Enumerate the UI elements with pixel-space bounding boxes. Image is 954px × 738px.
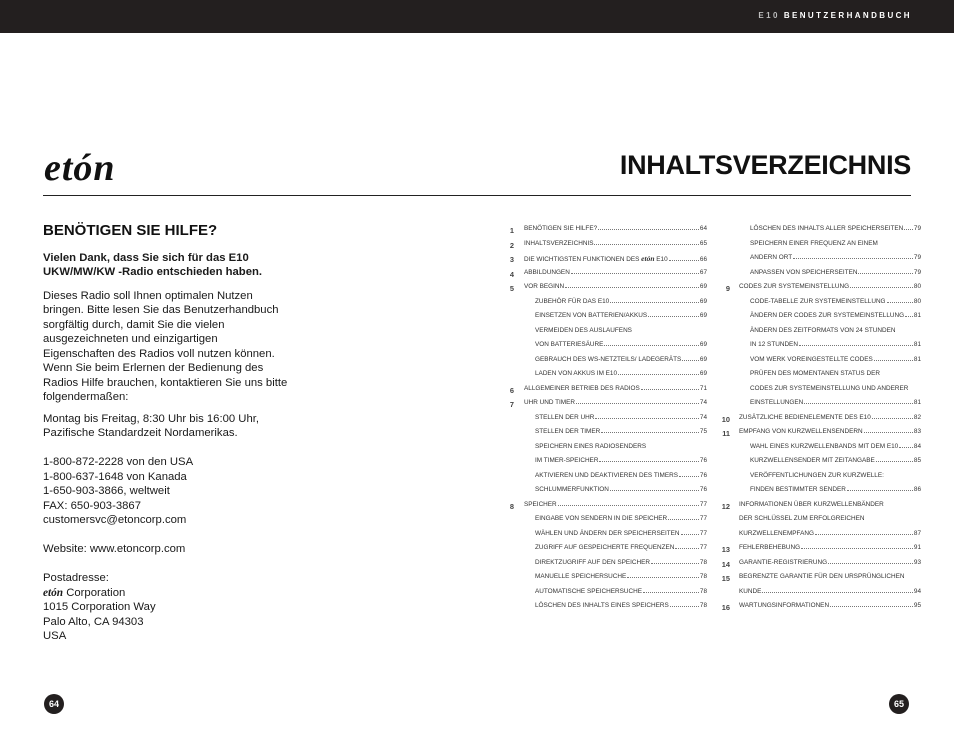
toc-page-number: 80: [913, 297, 921, 305]
toc-page-number: 85: [913, 457, 921, 464]
header-model: E10: [758, 11, 780, 20]
toc-row: [500, 298, 707, 313]
toc-chapter-number: 2: [509, 240, 514, 250]
toc-page-number: 79: [913, 268, 921, 276]
toc-leader-dots: [595, 418, 699, 419]
toc-entry-label: FINDEN BESTIMMTER SENDER: [750, 486, 846, 493]
toc-row: [500, 370, 707, 385]
address-street: 1015 Corporation Way: [43, 601, 156, 613]
toc-entry-label: ABBILDUNGEN: [524, 268, 570, 276]
toc-leader-dots: [604, 345, 698, 346]
toc-leader-dots: [864, 432, 913, 433]
page-number-right: 65: [889, 694, 909, 714]
toc-row: [500, 501, 707, 516]
toc-leader-dots: [576, 403, 699, 404]
toc-entry-label: EMPFANG VON KURZWELLENSENDERN: [739, 428, 863, 435]
toc-row: [716, 457, 921, 472]
toc-entry-label: DIE WICHTIGSTEN FUNKTIONEN DES etón E10: [524, 254, 668, 263]
toc-entry-label: BEGRENZTE GARANTIE FÜR DEN URSPRÜNGLICHEN: [739, 573, 905, 580]
toc-row: [500, 283, 707, 298]
toc-entry[interactable]: [750, 269, 921, 276]
toc-entry[interactable]: [535, 356, 707, 363]
help-intro: Dieses Radio soll Ihnen optimalen Nutzen bringen. Bitte lesen Sie das Benutzerhandbuch sorgfältig durch, damit Sie die vielen ausgezeichneten und einzigartigen Eigenschaften des Radios voll nutzen können. Wenn Sie beim Erlernen der Bedienung des Radios Hilfe brauchen, kontaktieren Sie uns bitte folgendermaßen:: [43, 289, 288, 403]
help-heading: BENÖTIGEN SIE HILFE?: [43, 222, 218, 239]
toc-entry-label: VERMEIDEN DES AUSLAUFENS: [535, 326, 632, 334]
toc-page-number: 76: [699, 486, 707, 493]
help-section: [43, 224, 288, 644]
toc-chapter-number: 5: [509, 284, 514, 293]
toc-entry[interactable]: [750, 327, 921, 334]
toc-page-number: 77: [699, 515, 707, 522]
toc-leader-dots: [627, 577, 699, 578]
toc-entry[interactable]: [524, 240, 707, 247]
toc-leader-dots: [610, 490, 699, 491]
toc-entry-label: WÄHLEN UND ÄNDERN DER SPEICHERSEITEN: [535, 529, 680, 537]
toc-entry-label: ZUSÄTZLICHE BEDIENELEMENTE DES E10: [739, 413, 871, 421]
toc-chapter-number: 15: [721, 574, 730, 583]
toc-entry-label: ZUGRIFF AUF GESPEICHERTE FREQUENZEN: [535, 544, 675, 551]
toc-entry-label: GARANTIE-REGISTRIERUNG: [739, 558, 828, 566]
toc-entry[interactable]: [535, 312, 707, 319]
toc-entry[interactable]: [535, 486, 707, 493]
toc-entry[interactable]: [750, 457, 921, 464]
toc-entry[interactable]: [750, 240, 921, 247]
toc-row: [500, 385, 707, 400]
toc-leader-dots: [668, 519, 699, 520]
toc-row: [500, 457, 707, 472]
toc-entry[interactable]: [535, 414, 707, 421]
toc-row: [716, 472, 921, 487]
toc-chapter-number: 8: [509, 501, 514, 511]
toc-row: [716, 254, 921, 269]
toc-entry-label: EINGABE VON SENDERN IN DIE SPEICHER: [535, 515, 668, 522]
toc-leader-dots: [594, 244, 698, 245]
toc-row: [716, 341, 921, 356]
running-header: [758, 11, 912, 20]
address-country: USA: [43, 630, 67, 642]
toc-row: [716, 530, 921, 545]
toc-entry[interactable]: [750, 472, 921, 479]
toc-entry[interactable]: [750, 486, 921, 493]
toc-entry-label: CODES ZUR SYSTEMEINSTELLUNG: [739, 283, 850, 290]
toc-page-number: 77: [699, 529, 707, 537]
toc-chapter-number: 7: [509, 400, 514, 409]
toc-entry-label: IN 12 STUNDEN: [750, 341, 798, 348]
title-divider: [43, 195, 911, 196]
toc-entry[interactable]: [524, 385, 707, 392]
toc-leader-dots: [799, 345, 913, 346]
toc-leader-dots: [905, 316, 913, 317]
toc-page-number: 94: [913, 587, 921, 595]
toc-row: [716, 269, 921, 284]
toc-entry-label: DIREKTZUGRIFF AUF DEN SPEICHER: [535, 558, 651, 566]
website: Website: www.etoncorp.com: [43, 543, 186, 555]
toc-chapter-number: 13: [721, 545, 730, 554]
toc-page-number: 81: [913, 399, 921, 406]
toc-chapter-number: 4: [509, 269, 514, 279]
toc-entry[interactable]: [739, 544, 921, 551]
toc-leader-dots: [641, 389, 699, 390]
toc-entry-label: DER SCHLÜSSEL ZUM ERFOLGREICHEN: [739, 515, 865, 522]
toc-leader-dots: [872, 418, 913, 419]
toc-entry[interactable]: [739, 573, 921, 580]
toc-entry-label: UHR UND TIMER: [524, 399, 576, 406]
toc-column-right: [716, 225, 921, 617]
toc-entry-label: MANUELLE SPEICHERSUCHE: [535, 573, 627, 580]
toc-entry-label: SPEICHERN EINES RADIOSENDERS: [535, 442, 647, 450]
toc-leader-dots: [670, 606, 699, 607]
toc-entry[interactable]: [535, 544, 707, 551]
toc-row: [716, 312, 921, 327]
toc-entry-label: AUTOMATISCHE SPEICHERSUCHE: [535, 587, 642, 595]
fax-number: FAX: 650-903-3867: [43, 499, 141, 512]
address-city: Palo Alto, CA 94303: [43, 615, 144, 628]
toc-row: [500, 240, 707, 255]
toc-row: [716, 399, 921, 414]
toc-row: [716, 370, 921, 385]
toc-entry-label: GEBRAUCH DES WS-NETZTEILS/ LADEGERÄTS: [535, 355, 682, 363]
toc-row: [500, 515, 707, 530]
toc-page-number: 81: [913, 355, 921, 363]
toc-page-number: 86: [913, 486, 921, 493]
toc-page-number: 64: [699, 225, 707, 232]
toc-chapter-number: 16: [721, 603, 730, 612]
page-title: INHALTSVERZEICHNIS: [619, 150, 911, 180]
toc-entry-label: EINSTELLUNGEN: [750, 399, 804, 406]
toc-row: [500, 269, 707, 284]
toc-leader-dots: [762, 592, 913, 593]
toc-row: [500, 225, 707, 240]
toc-leader-dots: [682, 360, 699, 361]
toc-entry-label: STELLEN DER TIMER: [535, 428, 601, 435]
toc-page-number: 95: [913, 602, 921, 609]
toc-entry-label: PRÜFEN DES MOMENTANEN STATUS DER: [750, 370, 880, 377]
toc-entry[interactable]: [739, 530, 921, 537]
toc-entry[interactable]: [739, 414, 921, 421]
toc-page-number: 76: [699, 457, 707, 464]
toc-entry-label: SCHLUMMERFUNKTION: [535, 486, 609, 493]
help-lead: Vielen Dank, dass Sie sich für das E10 UKW/MW/KW -Radio entschieden haben.: [43, 251, 263, 278]
toc-row: [500, 559, 707, 574]
toc-row: [716, 602, 921, 617]
toc-page-number: 87: [913, 529, 921, 537]
toc-page-number: 80: [913, 283, 921, 290]
toc-row: [716, 240, 921, 255]
toc-leader-dots: [598, 229, 699, 230]
toc-row: [716, 385, 921, 400]
toc-entry-label: LÖSCHEN DES INHALTS EINES SPEICHERS: [535, 602, 669, 609]
toc-leader-dots: [858, 273, 912, 274]
toc-entry[interactable]: [739, 283, 921, 290]
toc-row: [716, 544, 921, 559]
top-bar: [0, 0, 954, 33]
toc-leader-dots: [804, 403, 913, 404]
toc-row: [716, 225, 921, 240]
toc-page-number: 83: [913, 428, 921, 435]
toc-row: [500, 428, 707, 443]
toc-row: [716, 588, 921, 603]
toc-entry[interactable]: [524, 254, 707, 263]
toc-leader-dots: [793, 258, 913, 259]
eton-logo: etón: [44, 147, 116, 189]
phone-usa: 1-800-872-2228 von den USA: [43, 456, 194, 468]
email-address: customersvc@etoncorp.com: [43, 514, 187, 526]
toc-entry[interactable]: [535, 428, 707, 435]
toc-leader-dots: [651, 563, 699, 564]
toc-row: [500, 414, 707, 429]
page-number-left: 64: [44, 694, 64, 714]
toc-leader-dots: [830, 606, 913, 607]
toc-entry[interactable]: [535, 588, 707, 595]
toc-entry[interactable]: [739, 428, 921, 435]
toc-entry[interactable]: [524, 283, 707, 290]
toc-entry[interactable]: [524, 501, 707, 508]
toc-entry[interactable]: [535, 341, 707, 348]
toc-entry[interactable]: [750, 225, 921, 232]
toc-row: [500, 486, 707, 501]
toc-chapter-number: 12: [721, 501, 730, 511]
phone-canada: 1-800-637-1648 von Kanada: [43, 470, 187, 483]
toc-row: [716, 428, 921, 443]
toc-entry-label: KURZWELLENSENDER MIT ZEITANGABE: [750, 457, 875, 464]
toc-page-number: 78: [699, 558, 707, 566]
toc-entry[interactable]: [750, 385, 921, 392]
toc-entry-label: LADEN VON AKKUS IM E10: [535, 370, 618, 377]
toc-chapter-number: 9: [725, 284, 730, 293]
toc-page-number: 66: [699, 256, 707, 263]
toc-entry[interactable]: [750, 312, 921, 319]
toc-page-number: 78: [699, 573, 707, 580]
toc-entry-label: VOR BEGINN: [524, 283, 565, 290]
toc-leader-dots: [899, 447, 913, 448]
toc-leader-dots: [601, 432, 699, 433]
toc-page-number: 69: [699, 355, 707, 363]
toc-entry-label: CODES ZUR SYSTEMEINSTELLUNG UND ANDERER: [750, 384, 909, 392]
toc-row: [716, 573, 921, 588]
toc-leader-dots: [850, 287, 913, 288]
toc-entry-label: LÖSCHEN DES INHALTS ALLER SPEICHERSEITEN: [750, 225, 904, 232]
toc-entry[interactable]: [750, 356, 921, 363]
toc-page-number: 81: [913, 341, 921, 348]
toc-entry-label: CODE-TABELLE ZUR SYSTEMEINSTELLUNG: [750, 297, 886, 305]
toc-entry[interactable]: [535, 457, 707, 464]
toc-entry[interactable]: [535, 298, 707, 305]
toc-entry-label: ZUBEHÖR FÜR DAS E10: [535, 297, 610, 305]
toc-entry-label: ÄNDERN DER CODES ZUR SYSTEMEINSTELLUNG: [750, 312, 905, 319]
toc-leader-dots: [558, 505, 699, 506]
toc-leader-dots: [874, 360, 913, 361]
address-brand: etón: [43, 586, 64, 599]
toc-entry[interactable]: [750, 399, 921, 406]
toc-page-number: 71: [699, 384, 707, 392]
toc-page-number: 69: [699, 341, 707, 348]
toc-leader-dots: [565, 287, 699, 288]
toc-row: [500, 356, 707, 371]
toc-entry-label: SPEICHER: [524, 500, 557, 508]
toc-chapter-number: 1: [509, 226, 514, 235]
toc-row: [716, 443, 921, 458]
toc-entry-label: SPEICHERN EINER FREQUENZ AN EINEM: [750, 239, 878, 247]
toc-entry[interactable]: [739, 588, 921, 595]
toc-entry-label: VON BATTERIESÄURE: [535, 341, 604, 348]
toc-row: [500, 472, 707, 487]
address-company-line: [43, 586, 288, 601]
toc-entry-label: FEHLERBEHEBUNG: [739, 544, 801, 551]
toc-page-number: 79: [913, 254, 921, 261]
toc-row: [500, 588, 707, 603]
toc-page-number: 75: [699, 428, 707, 435]
toc-leader-dots: [648, 316, 699, 317]
toc-entry[interactable]: [535, 515, 707, 522]
toc-entry-label: ANDERN ORT: [750, 254, 793, 261]
toc-leader-dots: [815, 534, 913, 535]
toc-page-number: 84: [913, 442, 921, 450]
toc-entry-label: ALLGEMEINER BETRIEB DES RADIOS: [524, 384, 640, 392]
toc-leader-dots: [669, 260, 699, 261]
toc-page-number: 78: [699, 602, 707, 609]
toc-row: [500, 254, 707, 269]
toc-page-number: 77: [699, 544, 707, 551]
toc-entry[interactable]: [535, 530, 707, 537]
help-hours: Montag bis Freitag, 8:30 Uhr bis 16:00 Uhr, Pazifische Standardzeit Nordamerikas.: [43, 412, 260, 439]
toc-column-left: [500, 225, 707, 617]
toc-entry[interactable]: [739, 559, 921, 566]
toc-page-number: 67: [699, 268, 707, 276]
toc-leader-dots: [801, 548, 913, 549]
toc-leader-dots: [643, 592, 699, 593]
toc-entry[interactable]: [739, 602, 921, 609]
toc-page-number: 69: [699, 297, 707, 305]
toc-page-number: 65: [699, 239, 707, 247]
toc-row: [716, 298, 921, 313]
toc-row: [500, 602, 707, 617]
toc-row: [500, 544, 707, 559]
toc-page-number: 77: [699, 500, 707, 508]
toc-entry[interactable]: [535, 443, 707, 450]
toc-leader-dots: [847, 490, 913, 491]
toc-leader-dots: [618, 374, 699, 375]
toc-page-number: 69: [699, 370, 707, 377]
toc-leader-dots: [876, 461, 913, 462]
toc-row: [500, 327, 707, 342]
toc-row: [716, 559, 921, 574]
toc-leader-dots: [571, 273, 699, 274]
toc-leader-dots: [828, 563, 913, 564]
toc-entry[interactable]: [750, 298, 921, 305]
toc-entry[interactable]: [750, 341, 921, 348]
toc-entry-label: WAHL EINES KURZWELLENBANDS MIT DEM E10: [750, 442, 899, 450]
toc-row: [716, 515, 921, 530]
toc-page-number: 74: [699, 399, 707, 406]
toc-row: [716, 356, 921, 371]
toc-entry-label: WARTUNGSINFORMATIONEN: [739, 602, 830, 609]
toc-entry-label: KURZWELLENEMPFANG: [739, 529, 814, 537]
toc-chapter-number: 6: [509, 385, 514, 395]
toc-row: [716, 283, 921, 298]
toc-entry[interactable]: [524, 399, 707, 406]
toc-page-number: 82: [913, 413, 921, 421]
toc-entry[interactable]: [524, 225, 707, 232]
toc-chapter-number: 3: [509, 255, 514, 264]
toc-entry-label: EINSETZEN VON BATTERIEN/AKKUS: [535, 312, 648, 319]
toc-entry[interactable]: [739, 515, 921, 522]
toc-entry-label: ÄNDERN DES ZEITFORMATS VON 24 STUNDEN: [750, 326, 896, 334]
toc-row: [716, 414, 921, 429]
toc-row: [716, 486, 921, 501]
toc-entry[interactable]: [739, 501, 921, 508]
toc-entry-label: VERÖFFENTLICHUNGEN ZUR KURZWELLE:: [750, 471, 884, 479]
toc-entry-label: INHALTSVERZEICHNIS: [524, 239, 594, 247]
toc-row: [500, 443, 707, 458]
toc-entry-label: ANPASSEN VON SPEICHERSEITEN: [750, 268, 858, 276]
toc-row: [500, 399, 707, 414]
toc-leader-dots: [675, 548, 698, 549]
toc-leader-dots: [887, 302, 913, 303]
toc-page-number: 91: [913, 544, 921, 551]
header-title: BENUTZERHANDBUCH: [783, 11, 912, 20]
toc-entry[interactable]: [535, 370, 707, 377]
toc-page-number: 79: [913, 225, 921, 232]
toc-page-number: 74: [699, 413, 707, 421]
toc-page-number: 78: [699, 587, 707, 595]
toc-entry-label: IM TIMER-SPEICHER: [535, 457, 599, 464]
toc-entry-label: VOM WERK VOREINGESTELLTE CODES: [750, 355, 873, 363]
toc-leader-dots: [904, 229, 913, 230]
address-company: Corporation: [63, 586, 126, 599]
toc-entry[interactable]: [750, 443, 921, 450]
toc-chapter-number: 11: [722, 429, 730, 438]
toc-row: [500, 312, 707, 327]
toc-entry[interactable]: [535, 472, 707, 479]
toc-row: [716, 501, 921, 516]
address-label: Postadresse:: [43, 572, 109, 584]
toc-page-number: 81: [913, 312, 921, 319]
toc-row: [500, 573, 707, 588]
toc-page-number: 69: [699, 312, 707, 319]
toc-entry-label: INFORMATIONEN ÜBER KURZWELLENBÄNDER: [739, 500, 884, 508]
toc-leader-dots: [610, 302, 699, 303]
toc-entry[interactable]: [535, 327, 707, 334]
toc-chapter-number: 10: [721, 414, 730, 424]
toc-page-number: 76: [699, 471, 707, 479]
toc-row: [716, 327, 921, 342]
toc-leader-dots: [681, 534, 699, 535]
toc-leader-dots: [679, 476, 699, 477]
toc-entry-label: KUNDE: [739, 587, 762, 595]
toc-chapter-number: 14: [721, 559, 730, 569]
toc-page-number: 93: [913, 558, 921, 566]
toc-entry-label: AKTIVIEREN UND DEAKTIVIEREN DES TIMERS: [535, 471, 678, 479]
toc-entry[interactable]: [535, 573, 707, 580]
toc-entry-label: BENÖTIGEN SIE HILFE?: [524, 225, 598, 232]
toc-entry[interactable]: [535, 602, 707, 609]
toc-entry[interactable]: [750, 254, 921, 261]
toc-entry[interactable]: [750, 370, 921, 377]
toc-entry[interactable]: [535, 559, 707, 566]
toc-row: [500, 530, 707, 545]
toc-row: [500, 341, 707, 356]
toc-entry[interactable]: [524, 269, 707, 276]
toc-leader-dots: [599, 461, 698, 462]
phone-world: 1-650-903-3866, weltweit: [43, 485, 170, 497]
toc-entry-label: STELLEN DER UHR: [535, 413, 595, 421]
toc-page-number: 69: [699, 283, 707, 290]
